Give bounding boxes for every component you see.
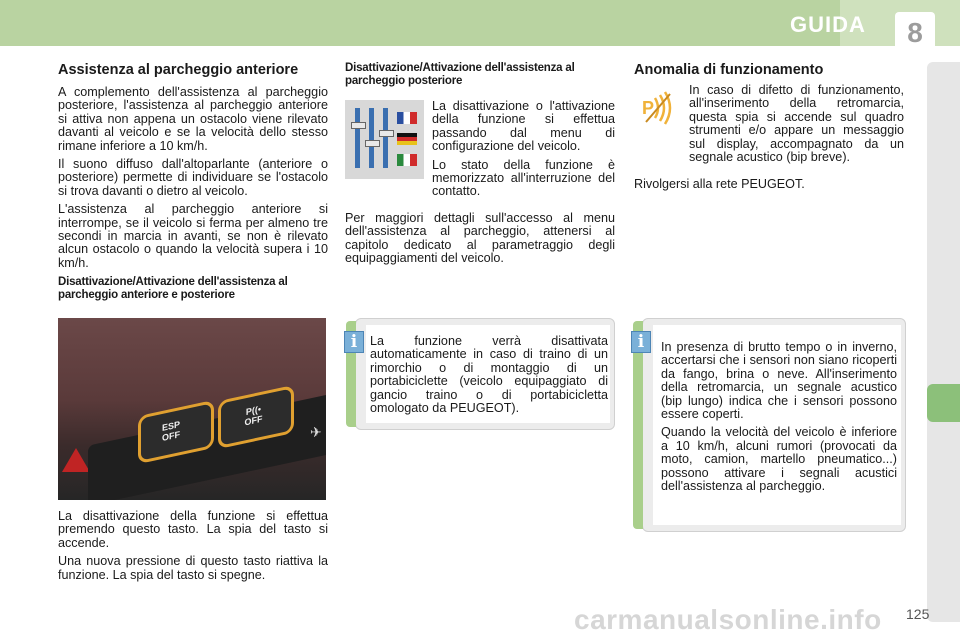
left-bottom-text <box>58 510 328 582</box>
info-text: Quando la velocità del veicolo è inferiore a 10 km/h, alcuni rumori (provocati da moto, camion, martello pneumatico...) possono attivare i segnali acustici dell'assistenza al parcheggio. <box>661 425 897 494</box>
section-title-malfunction: Anomalia di funzionamento <box>634 62 824 78</box>
switch-panel-photo <box>58 318 326 500</box>
section-title-front-assist: Assistenza al parcheggio anteriore <box>58 62 299 78</box>
chapter-title: GUIDA <box>790 12 866 37</box>
info-icon: i <box>631 331 651 353</box>
hazard-warning-icon <box>62 448 90 472</box>
park-assist-icon: P((• <box>245 403 262 418</box>
info-text: La funzione verrà disattivata automaticamente in caso di traino di un rimorchio o di montaggio di un portabiciclette (veicolo equipaggiato di gancio traino o di portabicicletta omologato da PEUGEOT). <box>370 334 608 416</box>
paragraph: La disattivazione o l'attivazione della funzione si effettua passando dal menu di configurazione del veicolo. <box>432 99 615 154</box>
park-assist-warning-icon <box>638 88 680 128</box>
middle-side-text <box>432 100 615 199</box>
right-text <box>634 178 904 191</box>
info-text: In presenza di brutto tempo o in inverno, accertarsi che i sensori non siano ricoperti da fango, brina o neve. All'inserimento della retromarcia, un segnale acustico (bip lungo) indica che i sensori possono essere coperti. <box>661 340 897 422</box>
info-box-weather <box>637 318 906 532</box>
paragraph: A complemento dell'assistenza al parcheggio posteriore, l'assistenza al parcheggio anteriore si attiva non appena un ostacolo viene rilevato davanti al veicolo e se la velocità dello stesso rimane inferiore a 10 km/h. <box>58 85 328 153</box>
middle-column <box>345 62 615 88</box>
paragraph: Rivolgersi alla rete PEUGEOT. <box>634 177 805 191</box>
paragraph: Una nuova pressione di questo tasto riattiva la funzione. La spia del tasto si spegne. <box>58 554 328 582</box>
esp-label: ESP <box>161 419 180 433</box>
subtitle-deactivation-front-rear: Disattivazione/Attivazione dell'assistenza al parcheggio anteriore e posteriore <box>58 276 288 302</box>
flag-it-icon <box>397 154 417 166</box>
paragraph: La disattivazione della funzione si effettua premendo questo tasto. La spia del tasto si accende. <box>58 509 328 550</box>
esp-off-label: OFF <box>162 429 180 443</box>
middle-text <box>345 212 615 266</box>
flag-de-icon <box>397 133 417 145</box>
flag-fr-icon <box>397 112 417 124</box>
left-column <box>58 62 328 302</box>
page-number: 125 <box>906 606 930 622</box>
paragraph: Lo stato della funzione è memorizzato all'interruzione del contatto. <box>432 157 615 199</box>
info-box-trailer <box>350 318 615 430</box>
park-off-label: OFF <box>244 413 263 428</box>
paragraph: Il suono diffuso dall'altoparlante (anteriore o posteriore) permette di individuare se l'ostacolo si trova davanti o dietro al veicolo. <box>58 157 328 198</box>
configuration-menu-image <box>345 100 424 179</box>
right-column <box>634 62 904 78</box>
chapter-number: 8 <box>907 17 923 48</box>
info-icon: i <box>344 331 364 353</box>
paragraph: In caso di difetto di funzionamento, all'inserimento della retromarcia, questa spia si accende sul quadro strumenti e/o appare un messaggio sul display, accompagnato da un segnale acustico (bip breve). <box>689 83 904 165</box>
right-side-text <box>689 84 904 164</box>
svg-text:P: P <box>642 98 655 118</box>
chapter-rail-tab <box>927 384 960 422</box>
subtitle-deactivation-rear: Disattivazione/Attivazione dell'assistenza al parcheggio posteriore <box>345 62 575 87</box>
seatbelt-icon: ✈ <box>310 424 322 440</box>
paragraph: Per maggiori dettagli sull'accesso al menu dell'assistenza al parcheggio, attenersi al capitolo dedicato al parametraggio degli equipaggiamenti del veicolo. <box>345 211 615 266</box>
side-rail <box>927 62 960 622</box>
paragraph: L'assistenza al parcheggio anteriore si interrompe, se il veicolo si ferma per almeno tre secondi in marcia in avanti, se non è rilevato alcun ostacolo o quando la velocità supera i 10 km/h. <box>58 202 328 270</box>
watermark: carmanualsonline.info <box>574 604 882 635</box>
chapter-tab <box>895 12 935 54</box>
